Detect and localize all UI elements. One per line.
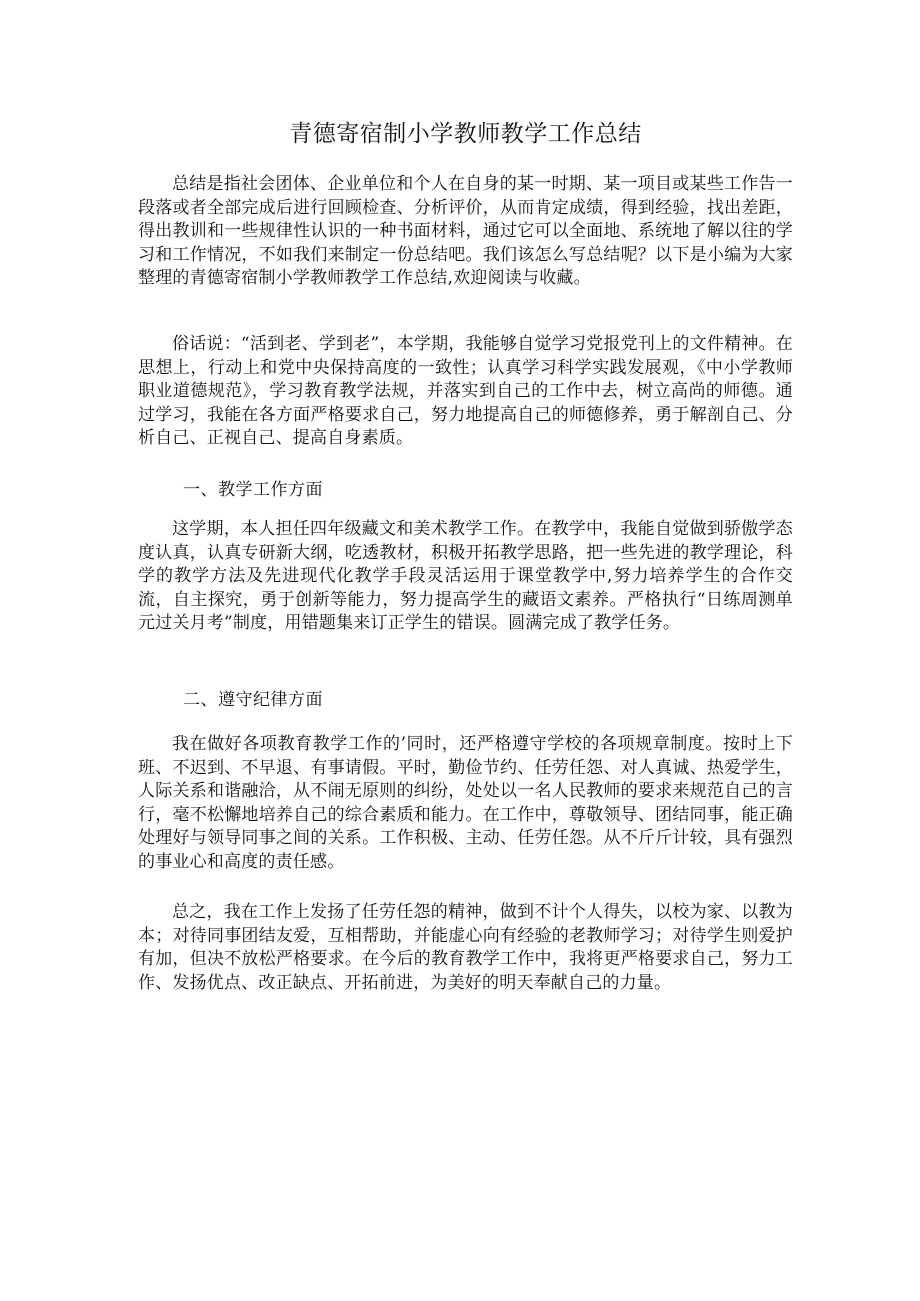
section-heading-teaching: 一、教学工作方面 [183, 480, 323, 500]
discipline-paragraph: 我在做好各项教育教学工作的’同时，还严格遵守学校的各项规章制度。按时上下班、不迟到、不早退、有事请假。平时，勤俭节约、任劳任怨、对人真诚、热爱学生，人际关系和谐融洽，从不闹无原则的纠纷，处处以一名人民教师的要求来规范自己的言行，毫不松懈地培养自己的综合素质和能力。在工作中，尊敬领导、团结同事，能正确处理好与领导同事之间的关系。工作积极、主动、任劳任怨。从不斤斤计较，具有强烈的事业心和高度的责任感。 [138, 734, 793, 872]
teaching-paragraph: 这学期，本人担任四年级藏文和美术教学工作。在教学中，我能自觉做到骄傲学态度认真，认真专研新大纲，吃透教材，积极开拓教学思路，把一些先进的教学理论，科学的教学方法及先进现代化教学手段灵活运用于课堂教学中,努力培养学生的合作交流，自主探究，勇于创新等能力，努力提高学生的藏语文素养。严格执行“日练周测单元过关月考”制度，用错题集来订正学生的错误。圆满完成了教学任务。 [138, 519, 793, 633]
ethics-paragraph: 俗话说：“活到老、学到老”，本学期，我能够自觉学习党报党刊上的文件精神。在思想上，行动上和党中央保持高度的一致性；认真学习科学实践发展观，《中小学教师职业道德规范》，学习教育教学法规，并落实到自己的工作中去，树立高尚的师德。通过学习，我能在各方面严格要求自己，努力地提高自己的师德修养，勇于解剖自己、分析自己、正视自己、提高自身素质。 [138, 334, 793, 448]
document-title: 青德寄宿制小学教师教学工作总结 [289, 121, 642, 147]
section-heading-discipline: 二、遵守纪律方面 [183, 690, 323, 710]
intro-paragraph: 总结是指社会团体、企业单位和个人在自身的某一时期、某一项目或某些工作告一段落或者全部完成后进行回顾检查、分析评价，从而肯定成绩，得到经验，找出差距，得出教训和一些规律性认识的一种书面材料，通过它可以全面地、系统地了解以往的学习和工作情况，不如我们来制定一份总结吧。我们该怎么写总结呢？以下是小编为大家整理的青德寄宿制小学教师教学工作总结,欢迎阅读与收藏。 [138, 174, 793, 288]
conclusion-paragraph: 总之，我在工作上发扬了任劳任怨的精神，做到不计个人得失，以校为家、以教为本；对待同事团结友爱，互相帮助，并能虚心向有经验的老教师学习；对待学生则爱护有加，但决不放松严格要求。在今后的教育教学工作中，我将更严格要求自己，努力工作、发扬优点、改正缺点、开拓前进，为美好的明天奉献自己的力量。 [138, 902, 793, 993]
